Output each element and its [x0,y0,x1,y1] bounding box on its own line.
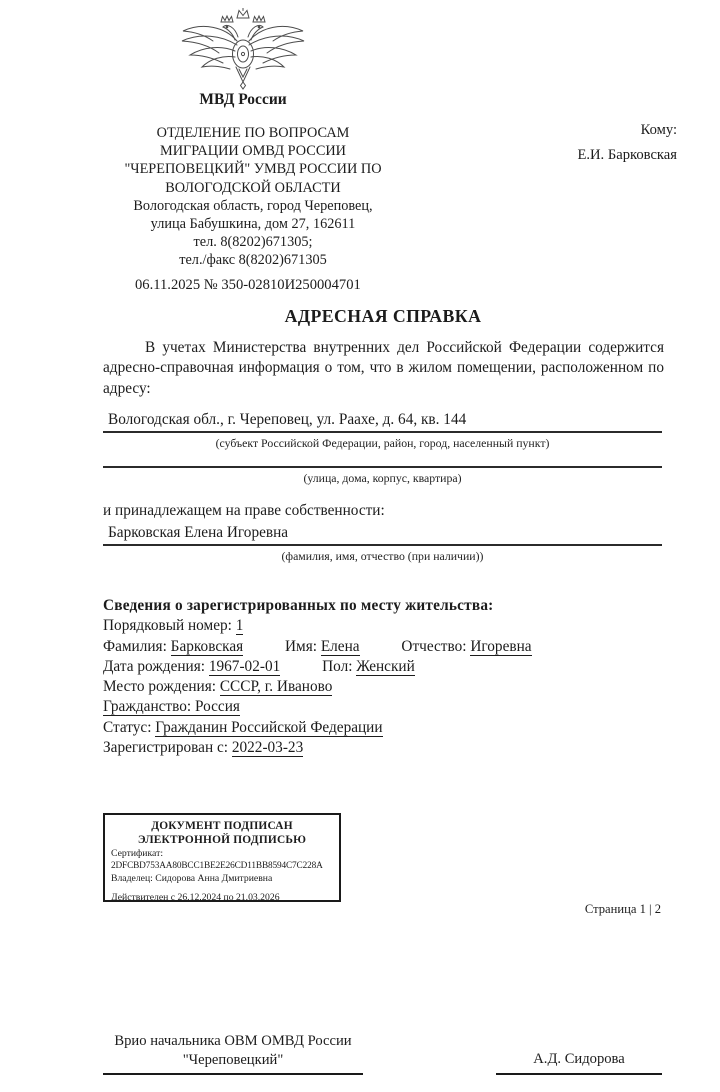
letterhead-line: ВОЛОГОДСКОЙ ОБЛАСТИ [165,179,341,196]
registered-row [103,738,664,758]
field-value: Гражданин Российской Федерации [155,718,383,736]
field-value: 1967-02-01 [208,657,281,675]
intro-paragraph: В учетах Министерства внутренних дел Российской Федерации содержится адресно-справочная информация о том, что в жилом помещении, расположенном по адресу: [103,339,664,397]
field-value: Барковская [170,637,244,655]
address-caption-region: (субъект Российской Федерации, район, город, населенный пункт) [215,436,550,450]
stamp-validity: Действителен с 26.12.2024 по 21.03.2026 [111,891,280,903]
registered-row [103,677,664,697]
signatory-position-line: Врио начальника ОВМ ОМВД России [114,1033,352,1049]
field-value: 1 [235,617,244,635]
address-value-line [103,411,662,433]
field-label: Имя: [284,637,321,655]
field-value: 2022-03-23 [231,739,304,757]
mvd-emblem-block [158,8,328,109]
registered-row [103,657,664,677]
field-label: Фамилия: [103,637,171,655]
stamp-cert-label: Сертификат: [111,848,164,860]
registered-row [103,616,664,636]
field-label: Отчество: [401,637,471,655]
signatory-name-block: А.Д. Сидорова [496,1051,662,1075]
owner-name-line [103,524,662,546]
field-label: Дата рождения: [103,657,209,675]
field-label: Место рождения: [103,678,220,696]
address-blank-line [103,447,662,468]
registered-row [103,637,664,657]
field-value: Игоревна [470,637,532,655]
document-title: АДРЕСНАЯ СПРАВКА [284,306,482,326]
stamp-cert-value: 2DFCBD753AA80BCC1BE2E26CD11BB8594C7C228A [111,860,323,871]
address-value: Вологодская обл., г. Череповец, ул. Раахе, д. 64, кв. 144 [108,411,467,428]
addressee-block [470,122,677,164]
signatory-position-block [103,1032,363,1075]
page-number: Страница 1 | 2 [584,902,661,916]
letterhead-line: "ЧЕРЕПОВЕЦКИЙ" УМВД РОССИИ ПО [124,161,382,178]
field-label: Пол: [322,657,357,675]
stamp-owner: Владелец: Сидорова Анна Дмитриевна [111,873,273,885]
letterhead-line: улица Бабушкина, дом 27, 162611 [150,216,356,233]
letterhead-line: тел./факс 8(8202)671305 [179,252,327,269]
letterhead [85,124,421,270]
field-value: СССР, г. Иваново [219,678,333,696]
field-value: Елена [320,637,360,655]
addressee-label: Кому: [640,122,677,138]
owner-name: Барковская Елена Игоревна [108,524,289,541]
signatory-position-line: "Череповецкий" [182,1051,284,1068]
address-caption-street: (улица, дома, корпус, квартира) [303,471,462,485]
field-value: Женский [356,657,415,675]
double-headed-eagle-icon [177,8,309,90]
registered-row [103,697,664,717]
letterhead-line: Вологодская область, город Череповец, [133,197,373,214]
letterhead-line: ОТДЕЛЕНИЕ ПО ВОПРОСАМ [156,125,350,141]
document-date-number: 06.11.2025 № 350-02810И250004701 [135,277,361,293]
field-label: Порядковый номер: [103,617,236,635]
field-value: Гражданство: Россия [103,698,240,716]
registered-heading: Сведения о зарегистрированных по месту жительства: [103,597,494,614]
letterhead-line: МИГРАЦИИ ОМВД РОССИИ [160,143,346,160]
owner-caption: (фамилия, имя, отчество (при наличии)) [281,549,484,563]
letterhead-line: тел. 8(8202)671305; [193,234,313,251]
ownership-lead: и принадлежащем на праве собственности: [103,502,385,519]
registered-row [103,718,664,738]
field-label: Зарегистрирован с: [103,739,232,757]
addressee-name: Е.И. Барковская [577,147,677,163]
field-label: Статус: [103,718,156,736]
mvd-caption: МВД России [199,91,287,108]
digital-signature-stamp [103,813,341,902]
registered-section [103,596,664,758]
stamp-title: ДОКУМЕНТ ПОДПИСАН ЭЛЕКТРОННОЙ ПОДПИСЬЮ [137,820,307,846]
